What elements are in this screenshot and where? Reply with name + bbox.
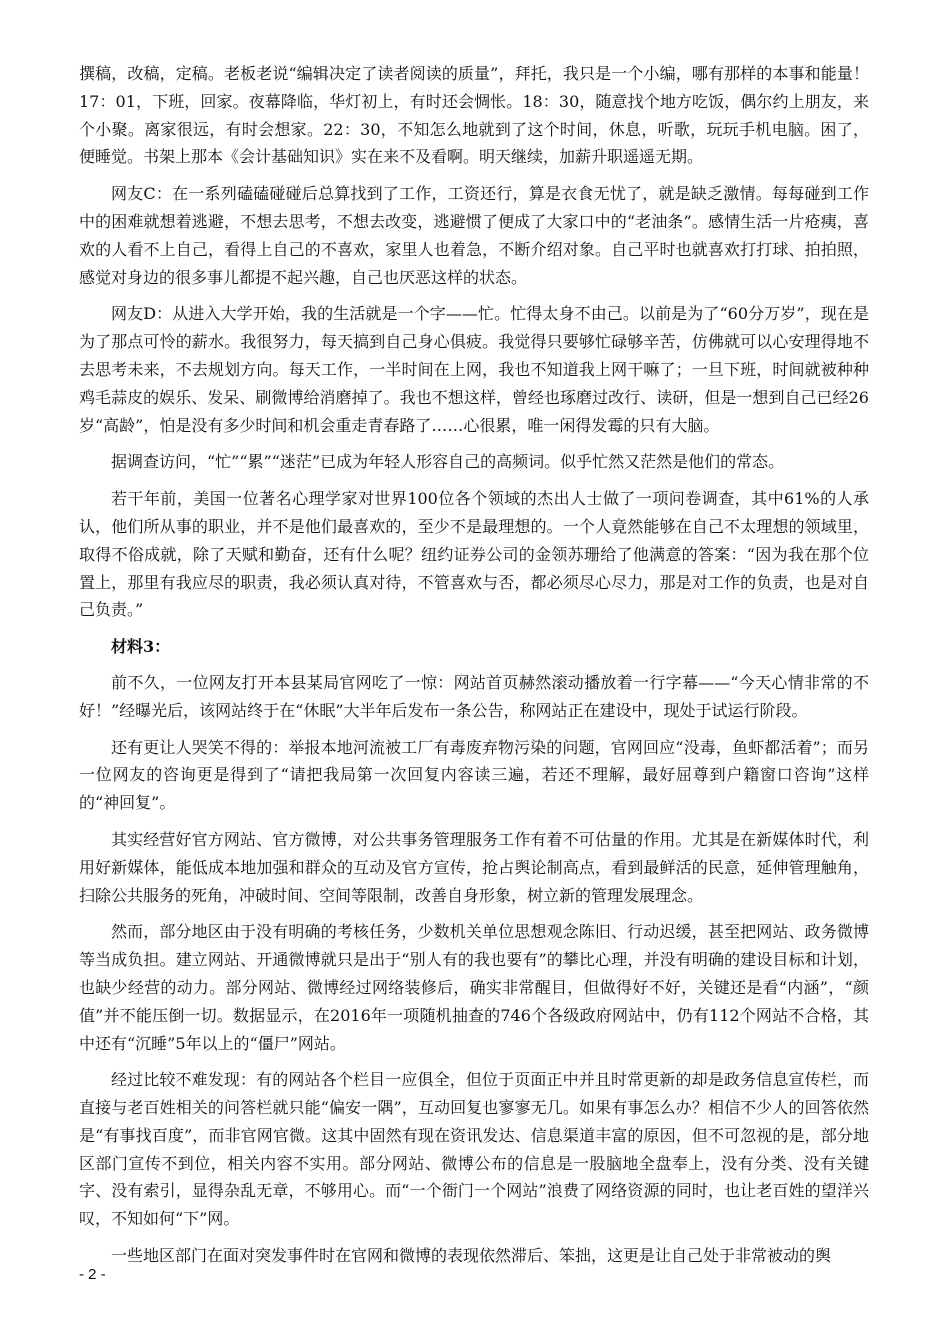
paragraph-burden: 然而，部分地区由于没有明确的考核任务，少数机关单位思想观念陈旧、行动迟缓，甚至把网站、政务微博等当成负担。建立网站、开通微博就只是出于“别人有的我也要有”的攀比心理，并没有明确的建设目标和计划，也缺少经营的动力。部分网站、微博经过网络装修后，确实非常醒目，但做得好不好，关键还是看“内涵”，“颜值”并不能压倒一切。数据显示，在2016年一项随机抽查的746个各级政府网站中，仍有112个网站不合格，其中还有“沉睡”5年以上的“僵尸”网站。	[79, 922, 869, 1053]
section-heading-material-3: 材料3：	[111, 637, 171, 657]
document-body	[79, 60, 869, 1279]
paragraph-divine-reply: 还有更让人哭笑不得的：举报本地河流被工厂有毒废弃物污染的问题，官网回应“没毒，鱼虾都活着”；而另一位网友的咨询更是得到了“请把我局第一次回复内容读三遍，若还不理解，最好屈尊到户籍窗口咨询”这样的“神回复”。	[79, 737, 869, 813]
paragraph-netizen-d: 网友D：从进入大学开始，我的生活就是一个字——忙。忙得太身不由己。以前是为了“60分万岁”，现在是为了那点可怜的薪水。我很努力，每天搞到自己身心俱疲。我觉得只要够忙碌够辛苦，仿佛就可以心安理得地不去思考未来，不去规划方向。每天工作，一半时间在上网，我也不知道我上网干嘛了；一旦下班，时间就被种种鸡毛蒜皮的娱乐、发呆、刷微博给消磨掉了。我也不想这样，曾经也琢磨过改行、读研，但是一想到自己已经26岁“高龄”，怕是没有多少时间和机会重走青春路了……心很累，唯一闲得发霉的只有大脑。	[79, 304, 869, 435]
paragraph-survey: 据调查访问，“忙”“累”“迷茫”已成为年轻人形容自己的高频词。似乎忙然又茫然是他们的常态。	[111, 452, 785, 472]
paragraph-emergency: 一些地区部门在面对突发事件时在官网和微博的表现依然滞后、笨拙，这更是让自己处于非常被动的舆	[111, 1246, 832, 1266]
paragraph-website-subtitle: 前不久，一位网友打开本县某局官网吃了一惊：网站首页赫然滚动播放着一行字幕——“今天心情非常的不好！”经曝光后，该网站终于在“休眠”大半年后发布一条公告，称网站正在建设中，现处于试运行阶段。	[79, 672, 869, 720]
paragraph-comparison: 经过比较不难发现：有的网站各个栏目一应俱全，但位于页面正中并且时常更新的却是政务信息宣传栏，而直接与老百姓相关的问答栏就只能“偏安一隅”，互动回复也寥寥无几。如果有事怎么办？相信不少人的回答依然是“有事找百度”，而非官网官微。这其中固然有现在资讯发达、信息渠道丰富的原因，但不可忽视的是，部分地区部门宣传不到位，相关内容不实用。部分网站、微博公布的信息是一股脑地全盘奉上，没有分类、没有关键字、没有索引，显得杂乱无章，不够用心。而“一个衙门一个网站”浪费了网络资源的同时，也让老百姓的望洋兴叹，不知如何“下”网。	[79, 1070, 869, 1229]
paragraph-netizen-c: 网友C：在一系列磕磕碰碰后总算找到了工作，工资还行，算是衣食无忧了，就是缺乏激情。每每碰到工作中的困难就想着逃避，不想去思考，不想去改变，逃避惯了便成了大家口中的“老油条”。感情生活一片疮痍，喜欢的人看不上自己，看得上自己的不喜欢，家里人也着急，不断介绍对象。自己平时也就喜欢打打球、拍拍照，感觉对身边的很多事儿都提不起兴趣，自己也厌恶这样的状态。	[79, 184, 869, 287]
paragraph-psychologist: 若干年前，美国一位著名心理学家对世界100位各个领域的杰出人士做了一项问卷调查，其中61%的人承认，他们所从事的职业，并不是他们最喜欢的，至少不是最理想的。一个人竟然能够在自己不太理想的领域里，取得不俗成就，除了天赋和勤奋，还有什么呢？纽约证券公司的金领苏珊给了他满意的答案：“因为我在那个位置上，那里有我应尽的职责，我必须认真对待，不管喜欢与否，都必须尽心尽力，那是对工作的负责，也是对自己负责。”	[79, 489, 869, 620]
paragraph-official-media-value: 其实经营好官方网站、官方微博，对公共事务管理服务工作有着不可估量的作用。尤其是在新媒体时代，利用好新媒体，能低成本地加强和群众的互动及官方宣传，抢占舆论制高点，看到最鲜活的民意，延伸管理触角，扫除公共服务的死角，冲破时间、空间等限制，改善自身形象，树立新的管理发展理念。	[79, 829, 869, 905]
page-number: - 2 -	[79, 1266, 106, 1283]
paragraph-editor-schedule: 撰稿，改稿，定稿。老板老说“编辑决定了读者阅读的质量”，拜托，我只是一个小编，哪有那样的本事和能量！17：01，下班，回家。夜幕降临，华灯初上，有时还会惆怅。18：30，随意找个地方吃饭，偶尔约上朋友，来个小聚。离家很远，有时会想家。22：30，不知怎么地就到了这个时间，休息，听歌，玩玩手机电脑。困了，便睡觉。书架上那本《会计基础知识》实在来不及看啊。明天继续，加薪升职遥遥无期。	[79, 64, 869, 167]
